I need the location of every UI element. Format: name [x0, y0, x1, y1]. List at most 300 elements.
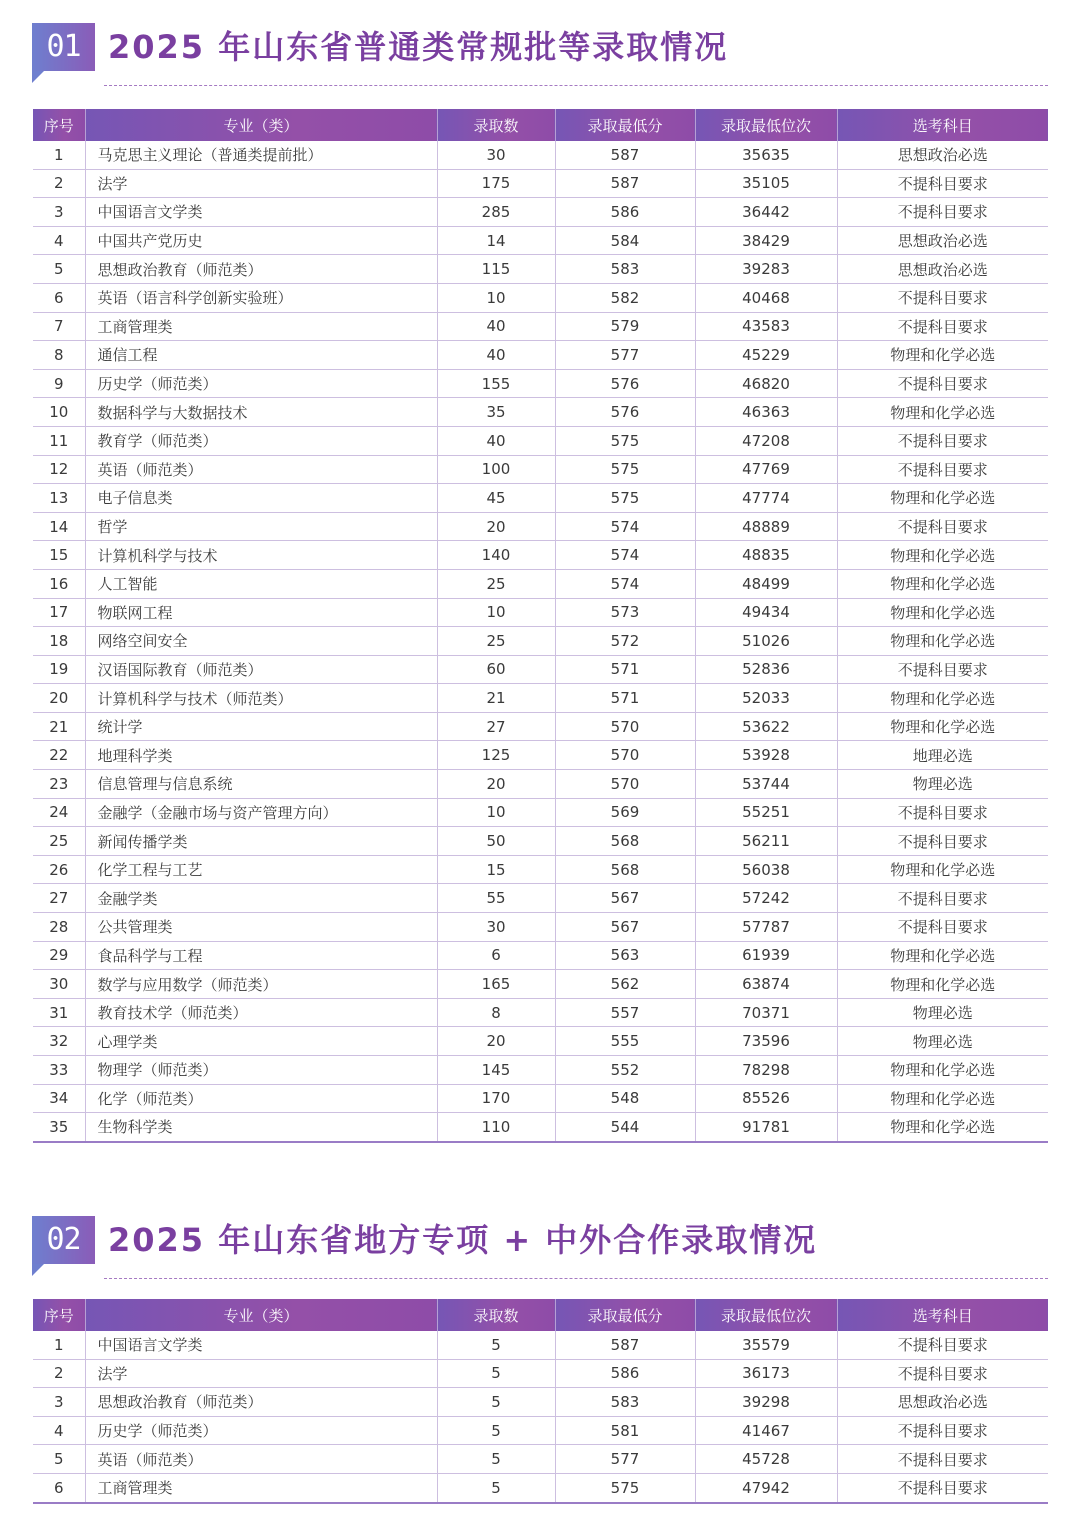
index-cell: 6: [33, 1473, 85, 1502]
index-cell: 16: [33, 569, 85, 598]
table-row: [33, 369, 1048, 398]
index-cell: 1: [33, 1331, 85, 1359]
major-cell: 法学: [85, 169, 437, 198]
admitted-count-cell: 55: [437, 884, 555, 913]
admitted-count-cell: 40: [437, 426, 555, 455]
admitted-count-cell: 10: [437, 598, 555, 627]
admitted-count-cell: 35: [437, 398, 555, 427]
index-cell: 21: [33, 712, 85, 741]
admitted-count-cell: 20: [437, 1027, 555, 1056]
table-row: [33, 398, 1048, 427]
major-cell: 历史学（师范类）: [85, 1416, 437, 1445]
min-score-cell: 576: [555, 398, 695, 427]
subject-requirement-cell: 不提科目要求: [837, 312, 1048, 341]
admitted-count-cell: 30: [437, 141, 555, 169]
subject-requirement-cell: 不提科目要求: [837, 455, 1048, 484]
section-header-1: [32, 23, 1048, 83]
index-cell: 13: [33, 484, 85, 513]
admitted-count-cell: 175: [437, 169, 555, 198]
table-row: [33, 341, 1048, 370]
table-row: [33, 312, 1048, 341]
min-score-cell: 587: [555, 141, 695, 169]
min-rank-cell: 41467: [695, 1416, 837, 1445]
index-cell: 25: [33, 827, 85, 856]
admitted-count-cell: 40: [437, 312, 555, 341]
subject-requirement-cell: 不提科目要求: [837, 655, 1048, 684]
subject-requirement-cell: 思想政治必选: [837, 1388, 1048, 1417]
min-rank-cell: 53928: [695, 741, 837, 770]
min-score-cell: 567: [555, 913, 695, 942]
min-score-cell: 544: [555, 1113, 695, 1142]
major-cell: 金融学（金融市场与资产管理方向）: [85, 798, 437, 827]
min-score-cell: 552: [555, 1056, 695, 1085]
min-rank-cell: 52836: [695, 655, 837, 684]
table-row: [33, 655, 1048, 684]
min-rank-cell: 51026: [695, 627, 837, 656]
table-row: [33, 684, 1048, 713]
min-score-cell: 572: [555, 627, 695, 656]
min-rank-cell: 47942: [695, 1473, 837, 1502]
subject-requirement-cell: 物理和化学必选: [837, 341, 1048, 370]
major-cell: 化学（师范类）: [85, 1084, 437, 1113]
major-cell: 电子信息类: [85, 484, 437, 513]
min-rank-cell: 48499: [695, 569, 837, 598]
subject-requirement-cell: 物理和化学必选: [837, 484, 1048, 513]
index-cell: 26: [33, 855, 85, 884]
index-cell: 32: [33, 1027, 85, 1056]
major-cell: 生物科学类: [85, 1113, 437, 1142]
min-rank-cell: 39298: [695, 1388, 837, 1417]
table-row: [33, 1473, 1048, 1502]
table-row: [33, 1027, 1048, 1056]
section-title: 2025 年山东省地方专项 + 中外合作录取情况: [108, 1221, 818, 1259]
admitted-count-cell: 5: [437, 1416, 555, 1445]
table-row: [33, 1056, 1048, 1085]
min-score-cell: 574: [555, 569, 695, 598]
min-score-cell: 581: [555, 1416, 695, 1445]
subject-requirement-cell: 物理和化学必选: [837, 398, 1048, 427]
min-rank-cell: 36173: [695, 1359, 837, 1388]
table-row: [33, 741, 1048, 770]
min-score-cell: 575: [555, 426, 695, 455]
major-cell: 物理学（师范类）: [85, 1056, 437, 1085]
major-cell: 心理学类: [85, 1027, 437, 1056]
subject-requirement-cell: 物理必选: [837, 770, 1048, 799]
min-rank-cell: 43583: [695, 312, 837, 341]
index-cell: 3: [33, 1388, 85, 1417]
subject-requirement-cell: 不提科目要求: [837, 512, 1048, 541]
major-cell: 英语（师范类）: [85, 455, 437, 484]
header-subject-requirement: 选考科目: [837, 1299, 1048, 1331]
index-cell: 28: [33, 913, 85, 942]
min-score-cell: 571: [555, 655, 695, 684]
min-score-cell: 582: [555, 283, 695, 312]
admitted-count-cell: 50: [437, 827, 555, 856]
table-row: [33, 1084, 1048, 1113]
major-cell: 网络空间安全: [85, 627, 437, 656]
table-row: [33, 255, 1048, 284]
admitted-count-cell: 10: [437, 283, 555, 312]
index-cell: 29: [33, 941, 85, 970]
min-rank-cell: 45728: [695, 1445, 837, 1474]
index-cell: 33: [33, 1056, 85, 1085]
table-row: [33, 598, 1048, 627]
index-cell: 1: [33, 141, 85, 169]
subject-requirement-cell: 不提科目要求: [837, 198, 1048, 227]
min-score-cell: 587: [555, 1331, 695, 1359]
subject-requirement-cell: 不提科目要求: [837, 1473, 1048, 1502]
subject-requirement-cell: 物理和化学必选: [837, 1084, 1048, 1113]
admitted-count-cell: 60: [437, 655, 555, 684]
admitted-count-cell: 165: [437, 970, 555, 999]
table-row: [33, 1359, 1048, 1388]
min-rank-cell: 39283: [695, 255, 837, 284]
header-major: 专业（类）: [85, 1299, 437, 1331]
min-score-cell: 575: [555, 484, 695, 513]
min-score-cell: 570: [555, 741, 695, 770]
min-rank-cell: 78298: [695, 1056, 837, 1085]
major-cell: 金融学类: [85, 884, 437, 913]
admitted-count-cell: 100: [437, 455, 555, 484]
min-score-cell: 557: [555, 998, 695, 1027]
index-cell: 19: [33, 655, 85, 684]
table-row: [33, 283, 1048, 312]
table-row: [33, 770, 1048, 799]
admitted-count-cell: 5: [437, 1359, 555, 1388]
index-cell: 31: [33, 998, 85, 1027]
table-row: [33, 798, 1048, 827]
subject-requirement-cell: 物理和化学必选: [837, 1113, 1048, 1142]
subject-requirement-cell: 不提科目要求: [837, 283, 1048, 312]
min-rank-cell: 85526: [695, 1084, 837, 1113]
subject-requirement-cell: 不提科目要求: [837, 426, 1048, 455]
min-score-cell: 586: [555, 1359, 695, 1388]
min-rank-cell: 45229: [695, 341, 837, 370]
major-cell: 教育技术学（师范类）: [85, 998, 437, 1027]
major-cell: 工商管理类: [85, 312, 437, 341]
min-score-cell: 562: [555, 970, 695, 999]
major-cell: 汉语国际教育（师范类）: [85, 655, 437, 684]
table-row: [33, 226, 1048, 255]
dashed-divider: [104, 1278, 1048, 1279]
major-cell: 中国语言文学类: [85, 1331, 437, 1359]
min-rank-cell: 35635: [695, 141, 837, 169]
major-cell: 英语（语言科学创新实验班）: [85, 283, 437, 312]
min-score-cell: 567: [555, 884, 695, 913]
index-cell: 5: [33, 255, 85, 284]
index-cell: 20: [33, 684, 85, 713]
min-rank-cell: 55251: [695, 798, 837, 827]
min-rank-cell: 48835: [695, 541, 837, 570]
major-cell: 物联网工程: [85, 598, 437, 627]
subject-requirement-cell: 地理必选: [837, 741, 1048, 770]
min-rank-cell: 35105: [695, 169, 837, 198]
table-header-row: [33, 109, 1048, 141]
subject-requirement-cell: 物理和化学必选: [837, 598, 1048, 627]
subject-requirement-cell: 物理和化学必选: [837, 970, 1048, 999]
min-rank-cell: 57242: [695, 884, 837, 913]
header-min-rank: 录取最低位次: [695, 1299, 837, 1331]
admitted-count-cell: 170: [437, 1084, 555, 1113]
admitted-count-cell: 10: [437, 798, 555, 827]
min-rank-cell: 70371: [695, 998, 837, 1027]
subject-requirement-cell: 物理必选: [837, 1027, 1048, 1056]
index-cell: 4: [33, 1416, 85, 1445]
major-cell: 数据科学与大数据技术: [85, 398, 437, 427]
subject-requirement-cell: 物理和化学必选: [837, 541, 1048, 570]
min-rank-cell: 57787: [695, 913, 837, 942]
index-cell: 22: [33, 741, 85, 770]
min-score-cell: 575: [555, 1473, 695, 1502]
min-rank-cell: 56211: [695, 827, 837, 856]
min-score-cell: 563: [555, 941, 695, 970]
admitted-count-cell: 155: [437, 369, 555, 398]
admitted-count-cell: 40: [437, 341, 555, 370]
index-cell: 5: [33, 1445, 85, 1474]
min-score-cell: 568: [555, 855, 695, 884]
subject-requirement-cell: 不提科目要求: [837, 798, 1048, 827]
min-rank-cell: 53622: [695, 712, 837, 741]
header-admitted-count: 录取数: [437, 1299, 555, 1331]
min-rank-cell: 63874: [695, 970, 837, 999]
min-rank-cell: 46363: [695, 398, 837, 427]
subject-requirement-cell: 不提科目要求: [837, 169, 1048, 198]
admission-table-2: [33, 1299, 1048, 1504]
subject-requirement-cell: 思想政治必选: [837, 141, 1048, 169]
admitted-count-cell: 27: [437, 712, 555, 741]
major-cell: 马克思主义理论（普通类提前批）: [85, 141, 437, 169]
subject-requirement-cell: 不提科目要求: [837, 913, 1048, 942]
subject-requirement-cell: 不提科目要求: [837, 884, 1048, 913]
min-score-cell: 579: [555, 312, 695, 341]
min-score-cell: 574: [555, 541, 695, 570]
min-rank-cell: 56038: [695, 855, 837, 884]
admitted-count-cell: 115: [437, 255, 555, 284]
admitted-count-cell: 5: [437, 1331, 555, 1359]
min-rank-cell: 73596: [695, 1027, 837, 1056]
header-index: 序号: [33, 1299, 85, 1331]
table-row: [33, 455, 1048, 484]
table-row: [33, 913, 1048, 942]
table-row: [33, 855, 1048, 884]
index-cell: 14: [33, 512, 85, 541]
table-row: [33, 426, 1048, 455]
table-row: [33, 141, 1048, 169]
subject-requirement-cell: 物理和化学必选: [837, 712, 1048, 741]
dashed-divider: [104, 85, 1048, 86]
min-rank-cell: 48889: [695, 512, 837, 541]
section-header-2: [32, 1216, 1048, 1276]
subject-requirement-cell: 物理和化学必选: [837, 941, 1048, 970]
table-row: [33, 198, 1048, 227]
min-score-cell: 571: [555, 684, 695, 713]
major-cell: 工商管理类: [85, 1473, 437, 1502]
index-cell: 4: [33, 226, 85, 255]
admitted-count-cell: 14: [437, 226, 555, 255]
header-major: 专业（类）: [85, 109, 437, 141]
subject-requirement-cell: 物理必选: [837, 998, 1048, 1027]
admitted-count-cell: 20: [437, 512, 555, 541]
min-score-cell: 574: [555, 512, 695, 541]
subject-requirement-cell: 物理和化学必选: [837, 684, 1048, 713]
index-cell: 7: [33, 312, 85, 341]
min-rank-cell: 47774: [695, 484, 837, 513]
table-row: [33, 484, 1048, 513]
header-min-rank: 录取最低位次: [695, 109, 837, 141]
admission-table-1: [33, 109, 1048, 1143]
subject-requirement-cell: 不提科目要求: [837, 369, 1048, 398]
table-row: [33, 1388, 1048, 1417]
index-cell: 12: [33, 455, 85, 484]
min-score-cell: 577: [555, 341, 695, 370]
admitted-count-cell: 25: [437, 627, 555, 656]
table-header-row: [33, 1299, 1048, 1331]
admitted-count-cell: 30: [437, 913, 555, 942]
min-rank-cell: 46820: [695, 369, 837, 398]
index-cell: 24: [33, 798, 85, 827]
index-cell: 11: [33, 426, 85, 455]
table-row: [33, 884, 1048, 913]
table-row: [33, 827, 1048, 856]
major-cell: 教育学（师范类）: [85, 426, 437, 455]
admitted-count-cell: 110: [437, 1113, 555, 1142]
major-cell: 思想政治教育（师范类）: [85, 255, 437, 284]
header-min-score: 录取最低分: [555, 109, 695, 141]
index-cell: 18: [33, 627, 85, 656]
index-cell: 9: [33, 369, 85, 398]
index-cell: 10: [33, 398, 85, 427]
index-cell: 2: [33, 169, 85, 198]
major-cell: 法学: [85, 1359, 437, 1388]
min-score-cell: 568: [555, 827, 695, 856]
major-cell: 计算机科学与技术: [85, 541, 437, 570]
index-cell: 2: [33, 1359, 85, 1388]
min-score-cell: 583: [555, 1388, 695, 1417]
subject-requirement-cell: 不提科目要求: [837, 1416, 1048, 1445]
admitted-count-cell: 140: [437, 541, 555, 570]
min-score-cell: 587: [555, 169, 695, 198]
min-score-cell: 570: [555, 712, 695, 741]
header-index: 序号: [33, 109, 85, 141]
table-row: [33, 1445, 1048, 1474]
major-cell: 思想政治教育（师范类）: [85, 1388, 437, 1417]
index-cell: 8: [33, 341, 85, 370]
subject-requirement-cell: 思想政治必选: [837, 255, 1048, 284]
major-cell: 中国语言文学类: [85, 198, 437, 227]
min-score-cell: 583: [555, 255, 695, 284]
table-row: [33, 1416, 1048, 1445]
min-rank-cell: 36442: [695, 198, 837, 227]
subject-requirement-cell: 不提科目要求: [837, 1359, 1048, 1388]
min-score-cell: 555: [555, 1027, 695, 1056]
subject-requirement-cell: 思想政治必选: [837, 226, 1048, 255]
header-min-score: 录取最低分: [555, 1299, 695, 1331]
min-rank-cell: 35579: [695, 1331, 837, 1359]
major-cell: 化学工程与工艺: [85, 855, 437, 884]
table-row: [33, 1113, 1048, 1142]
table-row: [33, 569, 1048, 598]
major-cell: 人工智能: [85, 569, 437, 598]
subject-requirement-cell: 物理和化学必选: [837, 569, 1048, 598]
admitted-count-cell: 8: [437, 998, 555, 1027]
section-number-badge: 01: [32, 23, 95, 71]
admitted-count-cell: 5: [437, 1445, 555, 1474]
table-row: [33, 1331, 1048, 1359]
table-row: [33, 998, 1048, 1027]
major-cell: 新闻传播学类: [85, 827, 437, 856]
section-title: 2025 年山东省普通类常规批等录取情况: [108, 28, 729, 66]
index-cell: 6: [33, 283, 85, 312]
admitted-count-cell: 125: [437, 741, 555, 770]
index-cell: 35: [33, 1113, 85, 1142]
min-rank-cell: 47208: [695, 426, 837, 455]
major-cell: 通信工程: [85, 341, 437, 370]
admitted-count-cell: 145: [437, 1056, 555, 1085]
min-score-cell: 548: [555, 1084, 695, 1113]
major-cell: 公共管理类: [85, 913, 437, 942]
subject-requirement-cell: 物理和化学必选: [837, 627, 1048, 656]
admitted-count-cell: 5: [437, 1388, 555, 1417]
admitted-count-cell: 45: [437, 484, 555, 513]
major-cell: 统计学: [85, 712, 437, 741]
index-cell: 15: [33, 541, 85, 570]
admitted-count-cell: 6: [437, 941, 555, 970]
header-admitted-count: 录取数: [437, 109, 555, 141]
min-score-cell: 576: [555, 369, 695, 398]
min-rank-cell: 47769: [695, 455, 837, 484]
min-rank-cell: 40468: [695, 283, 837, 312]
major-cell: 历史学（师范类）: [85, 369, 437, 398]
index-cell: 3: [33, 198, 85, 227]
min-score-cell: 570: [555, 770, 695, 799]
table-row: [33, 941, 1048, 970]
header-subject-requirement: 选考科目: [837, 109, 1048, 141]
min-rank-cell: 53744: [695, 770, 837, 799]
index-cell: 23: [33, 770, 85, 799]
min-rank-cell: 49434: [695, 598, 837, 627]
major-cell: 数学与应用数学（师范类）: [85, 970, 437, 999]
major-cell: 地理科学类: [85, 741, 437, 770]
min-score-cell: 586: [555, 198, 695, 227]
admitted-count-cell: 5: [437, 1473, 555, 1502]
major-cell: 英语（师范类）: [85, 1445, 437, 1474]
min-rank-cell: 61939: [695, 941, 837, 970]
min-rank-cell: 91781: [695, 1113, 837, 1142]
subject-requirement-cell: 不提科目要求: [837, 827, 1048, 856]
admitted-count-cell: 25: [437, 569, 555, 598]
table-row: [33, 712, 1048, 741]
admitted-count-cell: 20: [437, 770, 555, 799]
table-row: [33, 512, 1048, 541]
min-score-cell: 577: [555, 1445, 695, 1474]
table-row: [33, 541, 1048, 570]
major-cell: 食品科学与工程: [85, 941, 437, 970]
table-row: [33, 169, 1048, 198]
min-rank-cell: 52033: [695, 684, 837, 713]
index-cell: 17: [33, 598, 85, 627]
min-score-cell: 573: [555, 598, 695, 627]
min-score-cell: 569: [555, 798, 695, 827]
table-row: [33, 627, 1048, 656]
min-score-cell: 584: [555, 226, 695, 255]
admitted-count-cell: 21: [437, 684, 555, 713]
subject-requirement-cell: 物理和化学必选: [837, 855, 1048, 884]
admitted-count-cell: 15: [437, 855, 555, 884]
min-rank-cell: 38429: [695, 226, 837, 255]
subject-requirement-cell: 不提科目要求: [837, 1331, 1048, 1359]
major-cell: 哲学: [85, 512, 437, 541]
index-cell: 30: [33, 970, 85, 999]
